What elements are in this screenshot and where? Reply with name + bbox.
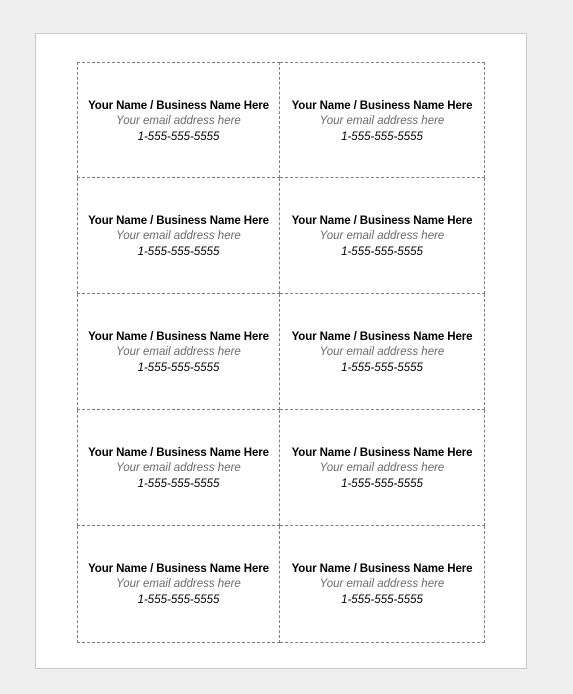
- business-card[interactable]: [280, 526, 485, 643]
- card-phone[interactable]: 1-555-555-5555: [341, 594, 423, 606]
- card-content: [280, 330, 484, 376]
- business-card[interactable]: [280, 294, 485, 410]
- business-card[interactable]: [280, 62, 485, 178]
- card-content: [78, 562, 279, 608]
- card-phone[interactable]: 1-555-555-5555: [341, 131, 423, 143]
- card-phone[interactable]: 1-555-555-5555: [137, 246, 220, 258]
- card-name[interactable]: Your Name / Business Name Here: [291, 331, 473, 343]
- card-content: [280, 562, 484, 608]
- business-card[interactable]: [77, 62, 280, 178]
- card-name[interactable]: Your Name / Business Name Here: [88, 331, 269, 343]
- business-card-grid: [77, 62, 485, 643]
- business-card[interactable]: [77, 526, 280, 643]
- card-email[interactable]: Your email address here: [319, 230, 445, 242]
- card-content: [78, 330, 279, 376]
- business-card[interactable]: [77, 410, 280, 526]
- card-email[interactable]: Your email address here: [116, 346, 241, 358]
- card-content: [280, 99, 484, 145]
- business-card[interactable]: [77, 294, 280, 410]
- card-name[interactable]: Your Name / Business Name Here: [291, 563, 473, 575]
- card-email[interactable]: Your email address here: [319, 346, 445, 358]
- card-email[interactable]: Your email address here: [319, 115, 445, 127]
- document-page: [35, 33, 527, 669]
- card-content: [78, 214, 279, 260]
- card-content: [280, 446, 484, 492]
- card-email[interactable]: Your email address here: [116, 230, 241, 242]
- card-email[interactable]: Your email address here: [116, 462, 241, 474]
- card-email[interactable]: Your email address here: [116, 578, 241, 590]
- card-content: [78, 99, 279, 145]
- card-phone[interactable]: 1-555-555-5555: [341, 478, 423, 490]
- business-card[interactable]: [77, 178, 280, 294]
- card-phone[interactable]: 1-555-555-5555: [137, 594, 220, 606]
- card-phone[interactable]: 1-555-555-5555: [341, 246, 423, 258]
- card-phone[interactable]: 1-555-555-5555: [137, 478, 220, 490]
- card-phone[interactable]: 1-555-555-5555: [137, 362, 220, 374]
- card-email[interactable]: Your email address here: [116, 115, 241, 127]
- card-name[interactable]: Your Name / Business Name Here: [88, 100, 269, 112]
- card-name[interactable]: Your Name / Business Name Here: [291, 447, 473, 459]
- card-name[interactable]: Your Name / Business Name Here: [88, 447, 269, 459]
- card-email[interactable]: Your email address here: [319, 462, 445, 474]
- card-name[interactable]: Your Name / Business Name Here: [88, 563, 269, 575]
- business-card[interactable]: [280, 178, 485, 294]
- card-name[interactable]: Your Name / Business Name Here: [88, 215, 269, 227]
- card-email[interactable]: Your email address here: [319, 578, 445, 590]
- card-content: [280, 214, 484, 260]
- card-name[interactable]: Your Name / Business Name Here: [291, 100, 473, 112]
- business-card[interactable]: [280, 410, 485, 526]
- card-content: [78, 446, 279, 492]
- card-phone[interactable]: 1-555-555-5555: [137, 131, 220, 143]
- card-phone[interactable]: 1-555-555-5555: [341, 362, 423, 374]
- card-name[interactable]: Your Name / Business Name Here: [291, 215, 473, 227]
